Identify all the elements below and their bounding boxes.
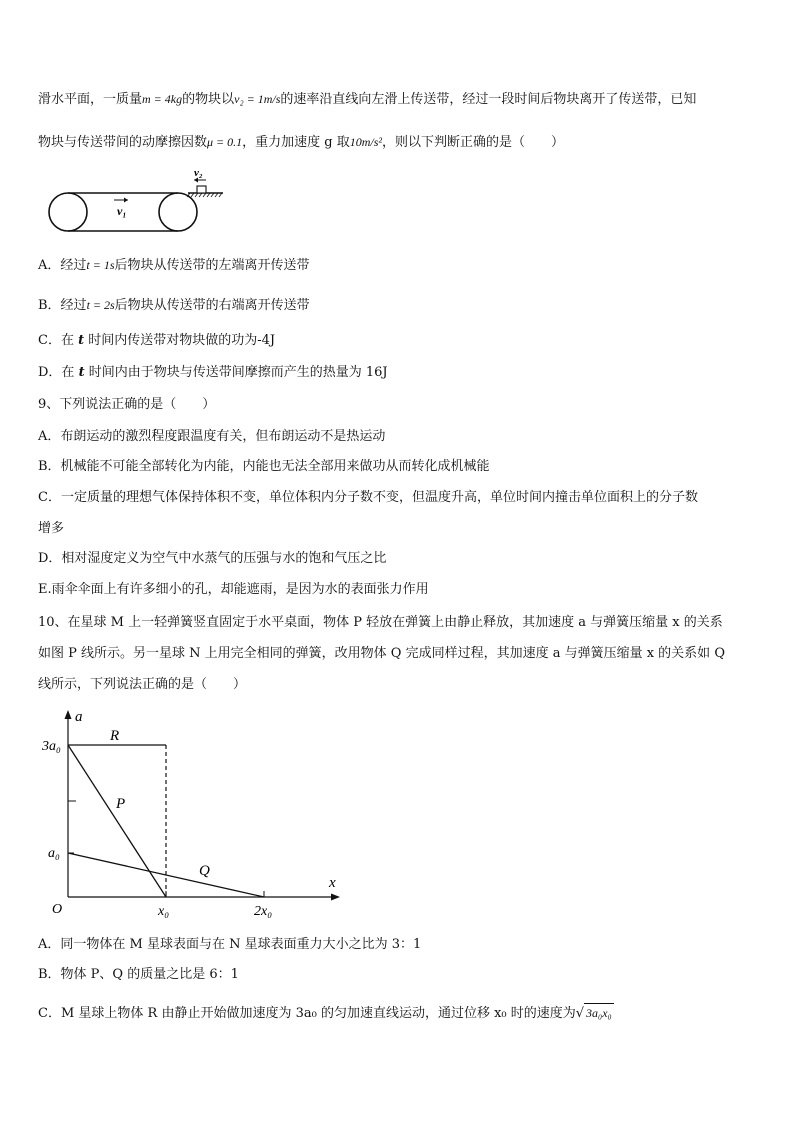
line-label-P: P — [116, 796, 126, 812]
sqrt-sign: √ — [575, 1006, 585, 1021]
q10-option-c — [38, 1003, 614, 1023]
q8-stem-line2 — [38, 133, 564, 152]
left-roller — [49, 193, 87, 231]
x-axis-arrowhead — [331, 894, 340, 901]
tick-label-a0: a₀ — [48, 846, 60, 861]
time-symbol: t — [78, 365, 85, 380]
right-roller — [159, 193, 197, 231]
option-text: 后物块从传送带的右端离开传送带 — [114, 298, 310, 313]
friction-coefficient: μ = 0.1 — [207, 135, 243, 149]
y-axis-arrowhead — [65, 710, 72, 719]
q8-option-a — [38, 256, 310, 275]
line-P — [68, 745, 166, 897]
option-text: 时间内由于物块与传送带间摩擦而产生的热量为 16J — [84, 365, 388, 380]
option-text: 后物块从传送带的左端离开传送带 — [114, 258, 310, 273]
q10-option-a: A．同一物体在 M 星球表面与在 N 星球表面重力大小之比为 3：1 — [38, 937, 422, 952]
q8-stem-text: 的物块以 — [182, 92, 235, 107]
origin-label: O — [52, 902, 63, 917]
x-axis-label: x — [329, 875, 336, 891]
mass-value: m = 4kg — [142, 92, 183, 106]
option-label: D．在 — [38, 365, 79, 380]
tick-label-x0: x₀ — [158, 904, 170, 919]
velocity-value: v₂ = 1m/s — [234, 92, 281, 106]
y-axis-label: a — [75, 709, 83, 725]
block — [197, 186, 206, 193]
q8-stem-text: ，重力加速度 g 取 — [242, 135, 350, 150]
line-label-R: R — [110, 728, 120, 744]
v1-arrowhead — [124, 198, 128, 203]
q8-option-c — [38, 332, 275, 350]
time-value: t = 1s — [86, 258, 115, 272]
q8-option-b — [38, 296, 310, 315]
q10-option-b: B．物体 P、Q 的质量之比是 6：1 — [38, 967, 239, 982]
option-label: A．经过 — [38, 258, 87, 273]
q10-stem-line3: 线所示，下列说法正确的是（ ） — [38, 677, 247, 692]
acceleration-compression-graph — [40, 705, 360, 920]
q8-stem-text: 滑水平面，一质量 — [38, 92, 143, 107]
option-text: C．M 星球上物体 R 由静止开始做加速度为 3a₀ 的匀加速直线运动，通过位移 x₀ 时的速度为 — [38, 1006, 576, 1021]
q9-option-c-line1: C．一定质量的理想气体保持体积不变，单位体积内分子数不变，但温度升高，单位时间内撞击单位面积上的分子数 — [38, 490, 698, 505]
q8-stem-text: 的速率沿直线向左滑上传送带，经过一段时间后物块离开了传送带，已知 — [280, 92, 697, 107]
time-value: t = 2s — [86, 298, 115, 312]
v2-label: v₂ — [194, 167, 203, 179]
v1-label: v₁ — [117, 204, 127, 218]
tick-label-2x0: 2x₀ — [254, 904, 273, 919]
q9-stem: 9、下列说法正确的是（ ） — [38, 397, 216, 412]
gravity-value: 10m/s² — [349, 135, 383, 149]
q10-stem-line1: 10、在星球 M 上一轻弹簧竖直固定于水平桌面，物体 P 轻放在弹簧上由静止释放，其加速度 a 与弹簧压缩量 x 的关系 — [38, 615, 723, 630]
q9-option-d: D．相对湿度定义为空气中水蒸气的压强与水的饱和气压之比 — [38, 551, 387, 566]
q10-stem-line2: 如图 P 线所示。另一星球 N 上用完全相同的弹簧，改用物体 Q 完成同样过程，其加速度 a 与弹簧压缩量 x 的关系如 Q — [38, 646, 725, 661]
sqrt-expression: 3a₀x₀ — [584, 1003, 614, 1022]
q9-option-e: E.雨伞伞面上有许多细小的孔，却能遮雨，是因为水的表面张力作用 — [38, 582, 429, 597]
line-label-Q: Q — [199, 863, 210, 879]
option-label: B．经过 — [38, 298, 87, 313]
time-symbol: t — [78, 333, 85, 348]
q8-option-d — [38, 364, 388, 382]
q8-stem-text: 物块与传送带间的动摩擦因数 — [38, 135, 208, 150]
conveyor-belt-figure — [48, 165, 238, 240]
option-text: 时间内传送带对物块做的功为-4J — [84, 333, 276, 348]
q9-option-b: B．机械能不可能全部转化为内能，内能也无法全部用来做功从而转化成机械能 — [38, 459, 490, 474]
q8-stem-line1 — [38, 90, 696, 109]
q8-stem-text: ，则以下判断正确的是（ ） — [382, 135, 565, 150]
q9-option-c-line2: 增多 — [38, 521, 65, 536]
option-label: C．在 — [38, 333, 79, 348]
q9-option-a: A．布朗运动的激烈程度跟温度有关，但布朗运动不是热运动 — [38, 429, 386, 444]
tick-label-3a0: 3a₀ — [42, 739, 61, 754]
